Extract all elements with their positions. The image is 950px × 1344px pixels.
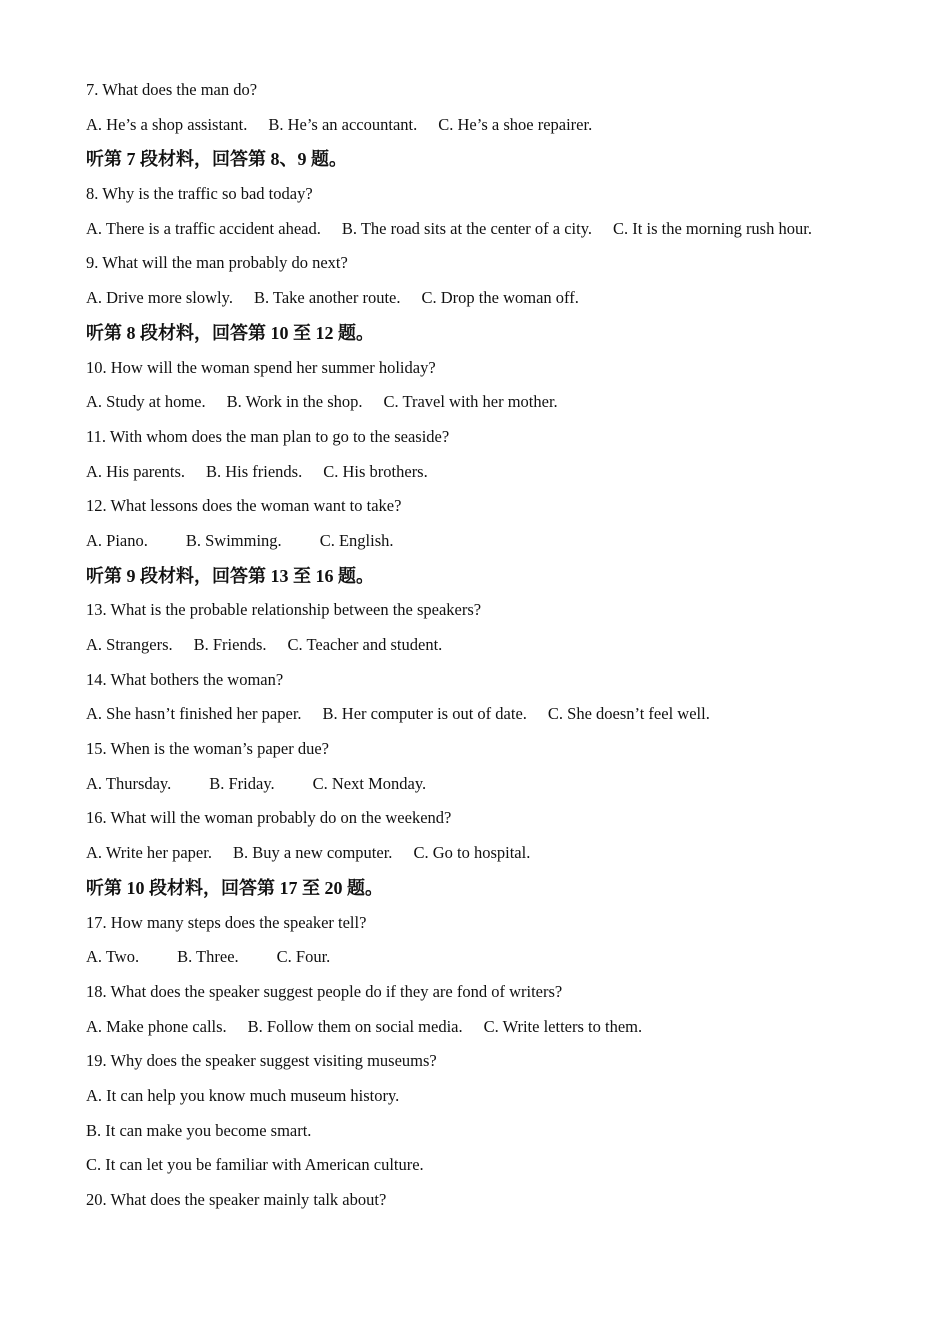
answer-option: B. He’s an accountant.: [268, 114, 418, 134]
question-line: 7. What does the man do?: [86, 80, 258, 99]
section-heading: 听第 10 段材料，回答第 17 至 20 题。: [86, 877, 383, 898]
question-line: 20. What does the speaker mainly talk about?: [86, 1190, 387, 1209]
answer-option: A. He’s a shop assistant.: [86, 114, 248, 134]
answer-option: B. Follow them on social media.: [247, 1016, 463, 1036]
answer-option: C. Go to hospital.: [413, 843, 531, 863]
question-line: B. It can make you become smart.: [86, 1120, 312, 1140]
question-line: 10. How will the woman spend her summer holiday?: [86, 357, 436, 377]
section-heading: 听第 8 段材料，回答第 10 至 12 题。: [86, 322, 374, 343]
options-line: [86, 460, 906, 495]
options-line: [86, 702, 906, 737]
options-line: [86, 772, 906, 807]
answer-option: C. Drop the woman off.: [421, 288, 579, 308]
section-heading: 听第 7 段材料，回答第 8、9 题。: [86, 149, 347, 170]
answer-option: C. Write letters to them.: [483, 1016, 643, 1036]
answer-option: B. Work in the shop.: [226, 392, 363, 412]
answer-option: B. Swimming.: [185, 530, 282, 550]
answer-option: C. He’s a shoe repairer.: [438, 114, 593, 134]
options-line: [86, 633, 906, 668]
question-line: 11. With whom does the man plan to go to the seaside?: [86, 426, 450, 446]
options-line: [86, 390, 906, 425]
question-line: 9. What will the man probably do next?: [86, 253, 348, 273]
question-line: 19. Why does the speaker suggest visiting museums?: [86, 1051, 437, 1071]
section-heading: 听第 9 段材料，回答第 13 至 16 题。: [86, 565, 374, 586]
question-line: 8. Why is the traffic so bad today?: [86, 184, 313, 204]
answer-option: A. There is a traffic accident ahead.: [86, 218, 321, 238]
answer-option: C. Teacher and student.: [287, 635, 443, 654]
answer-option: A. Piano.: [86, 530, 148, 550]
answer-option: C. Four.: [276, 947, 331, 967]
answer-option: B. Her computer is out of date.: [322, 704, 527, 724]
question-line: 18. What does the speaker suggest people do if they are fond of writers?: [86, 981, 563, 1001]
answer-option: A. His parents.: [86, 461, 185, 481]
options-line: [86, 217, 906, 252]
answer-option: C. It is the morning rush hour.: [613, 218, 812, 238]
question-line: 15. When is the woman’s paper due?: [86, 739, 330, 759]
question-line: 17. How many steps does the speaker tell?: [86, 912, 367, 932]
question-line: 13. What is the probable relationship between the speakers?: [86, 600, 482, 620]
question-line: 14. What bothers the woman?: [86, 669, 284, 689]
answer-option: B. His friends.: [205, 461, 303, 481]
answer-option: C. She doesn’t feel well.: [547, 704, 710, 724]
options-line: [86, 286, 906, 321]
question-line: 12. What lessons does the woman want to take?: [86, 496, 402, 516]
answer-option: A. Make phone calls.: [86, 1016, 227, 1036]
answer-option: C. His brothers.: [323, 461, 428, 481]
answer-option: B. Friday.: [209, 773, 275, 793]
answer-option: A. She hasn’t finished her paper.: [86, 704, 302, 724]
exam-page: [86, 78, 906, 1223]
options-line: [86, 529, 906, 564]
answer-option: A. Thursday.: [86, 773, 172, 793]
question-line: A. It can help you know much museum history.: [86, 1085, 400, 1105]
options-line: [86, 945, 906, 980]
answer-option: C. English.: [319, 530, 394, 550]
options-line: [86, 841, 906, 876]
question-line: C. It can let you be familiar with American culture.: [86, 1155, 424, 1175]
answer-option: A. Drive more slowly.: [86, 288, 233, 308]
answer-option: B. Friends.: [193, 635, 267, 654]
answer-option: B. The road sits at the center of a city.: [341, 218, 593, 238]
answer-option: C. Next Monday.: [312, 773, 427, 793]
options-line: [86, 1015, 906, 1050]
answer-option: B. Buy a new computer.: [232, 843, 393, 863]
answer-option: C. Travel with her mother.: [383, 392, 558, 412]
answer-option: A. Study at home.: [86, 392, 206, 412]
options-line: [86, 113, 906, 148]
answer-option: B. Take another route.: [253, 288, 401, 308]
answer-option: A. Two.: [86, 947, 140, 967]
answer-option: A. Strangers.: [86, 635, 173, 654]
answer-option: A. Write her paper.: [86, 843, 212, 863]
question-line: 16. What will the woman probably do on the weekend?: [86, 808, 452, 828]
answer-option: B. Three.: [177, 947, 239, 967]
